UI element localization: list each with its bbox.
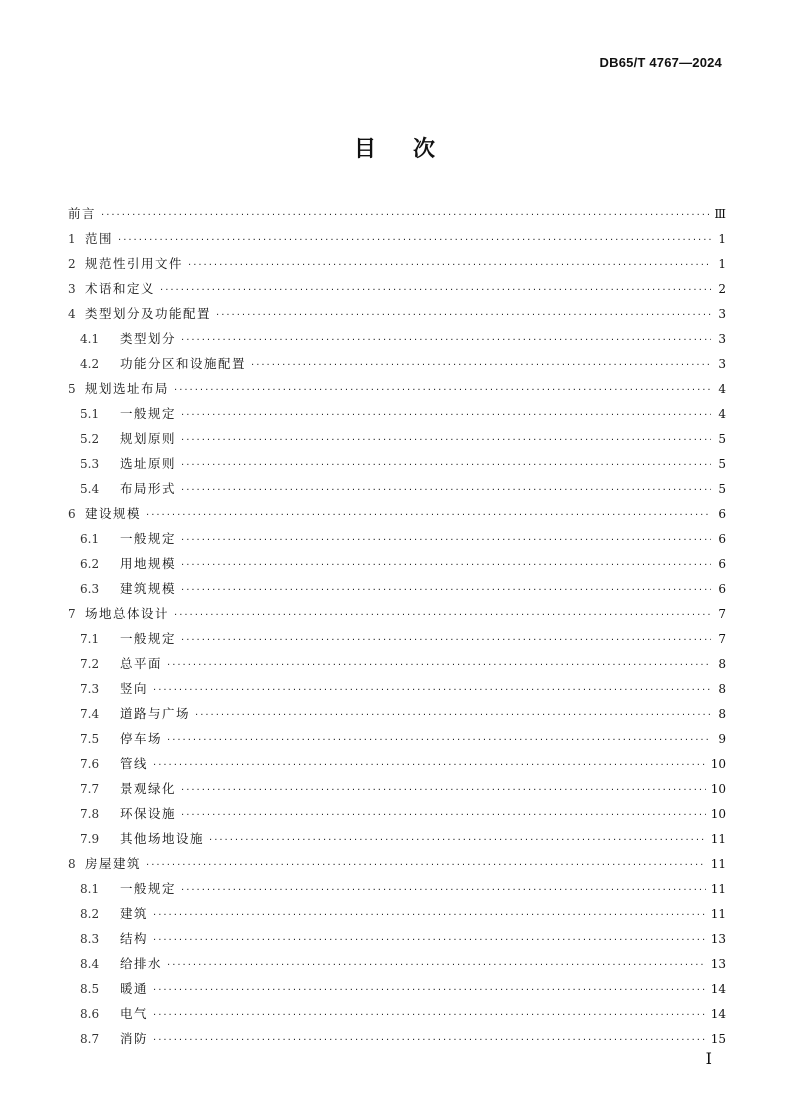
toc-leader-dots: [195, 703, 711, 728]
toc-leader-dots: [167, 953, 706, 978]
toc-leader-dots: [101, 203, 709, 228]
toc-entry-label: 道路与广场: [120, 706, 191, 721]
toc-entry-label: 规划选址布局: [85, 381, 170, 396]
toc-entry-number: 8.1: [80, 882, 100, 896]
toc-entry[interactable]: [68, 301, 726, 326]
toc-entry-label: 暖通: [120, 981, 149, 996]
toc-entry-label: 一般规定: [120, 631, 177, 646]
toc-entry[interactable]: [68, 726, 726, 751]
toc-leader-dots: [153, 928, 706, 953]
toc-entry-label: 消防: [120, 1031, 149, 1046]
toc-entry[interactable]: [68, 426, 726, 451]
toc-entry[interactable]: [68, 626, 726, 651]
toc-entry-page: 6: [718, 557, 726, 571]
toc-leader-dots: [167, 653, 711, 678]
toc-entry-number: 8.4: [80, 957, 100, 971]
toc-leader-dots: [216, 303, 711, 328]
toc-leader-dots: [174, 378, 711, 403]
toc-leader-dots: [181, 453, 711, 478]
toc-entry-page: 11: [710, 832, 726, 846]
toc-entry-label: 停车场: [120, 731, 163, 746]
toc-entry-number: 7.2: [80, 657, 100, 671]
toc-entry-page: 5: [718, 457, 726, 471]
toc-entry-number: 1: [68, 232, 76, 246]
toc-entry-number: 7.4: [80, 707, 100, 721]
toc-entry-page: 13: [710, 932, 726, 946]
toc-entry[interactable]: [68, 976, 726, 1001]
toc-leader-dots: [146, 503, 711, 528]
toc-entry[interactable]: [68, 401, 726, 426]
toc-entry-number: 7.1: [80, 632, 100, 646]
toc-entry[interactable]: [68, 926, 726, 951]
toc-leader-dots: [181, 878, 706, 903]
toc-entry-page: 9: [718, 732, 726, 746]
toc-entry[interactable]: [68, 751, 726, 776]
toc-entry-number: 5.3: [80, 457, 100, 471]
toc-entry-page: 4: [718, 382, 726, 396]
toc-entry-page: 8: [718, 707, 726, 721]
toc-leader-dots: [181, 778, 706, 803]
toc-entry-label: 用地规模: [120, 556, 177, 571]
toc-leader-dots: [167, 728, 711, 753]
toc-leader-dots: [251, 353, 711, 378]
toc-entry[interactable]: [68, 476, 726, 501]
toc-leader-dots: [153, 903, 706, 928]
toc-entry-number: 8.2: [80, 907, 100, 921]
toc-entry[interactable]: [68, 826, 726, 851]
toc-leader-dots: [160, 278, 711, 303]
toc-entry-label: 给排水: [120, 956, 163, 971]
toc-entry[interactable]: [68, 1001, 726, 1026]
toc-entry-page: 7: [718, 607, 726, 621]
toc-entry-page: 1: [718, 257, 726, 271]
toc-entry-label: 规范性引用文件: [85, 256, 184, 271]
toc-leader-dots: [181, 553, 711, 578]
toc-entry[interactable]: [68, 701, 726, 726]
toc-entry-label: 类型划分及功能配置: [85, 306, 212, 321]
toc-entry-number: 7.7: [80, 782, 100, 796]
toc-entry-label: 类型划分: [120, 331, 177, 346]
toc-entry-page: 1: [718, 232, 726, 246]
toc-entry-number: 8: [68, 857, 76, 871]
toc-entry-label: 选址原则: [120, 456, 177, 471]
toc-entry[interactable]: [68, 201, 726, 226]
toc-entry-label: 建设规模: [85, 506, 142, 521]
toc-entry-number: 4.1: [80, 332, 100, 346]
toc-entry[interactable]: [68, 601, 726, 626]
toc-entry-page: 3: [718, 332, 726, 346]
toc-entry-page: 6: [718, 532, 726, 546]
toc-entry-label: 前言: [68, 206, 97, 221]
toc-entry[interactable]: [68, 376, 726, 401]
toc-leader-dots: [188, 253, 711, 278]
toc-entry-number: 7.9: [80, 832, 100, 846]
toc-entry-page: 6: [718, 582, 726, 596]
toc-entry[interactable]: [68, 251, 726, 276]
toc-entry-number: 5.2: [80, 432, 100, 446]
toc-entry-page: 5: [718, 482, 726, 496]
toc-entry[interactable]: [68, 901, 726, 926]
toc-entry-page: 7: [718, 632, 726, 646]
toc-entry-number: 6.3: [80, 582, 100, 596]
toc-entry-page: 8: [718, 682, 726, 696]
toc-entry-page: 10: [710, 807, 726, 821]
toc-leader-dots: [146, 853, 706, 878]
toc-entry-label: 总平面: [120, 656, 163, 671]
toc-entry-page: 3: [718, 357, 726, 371]
toc-entry-label: 结构: [120, 931, 149, 946]
toc-entry[interactable]: [68, 851, 726, 876]
toc-entry-label: 建筑规模: [120, 581, 177, 596]
toc-entry-label: 规划原则: [120, 431, 177, 446]
toc-leader-dots: [118, 228, 711, 253]
toc-leader-dots: [153, 978, 706, 1003]
toc-entry-number: 7.8: [80, 807, 100, 821]
toc-leader-dots: [153, 1028, 706, 1053]
title-char-1: 目: [353, 137, 377, 162]
toc-entry-label: 电气: [120, 1006, 149, 1021]
toc-entry-label: 范围: [85, 231, 114, 246]
table-of-contents: [68, 201, 726, 1051]
toc-entry-number: 8.3: [80, 932, 100, 946]
toc-leader-dots: [174, 603, 711, 628]
toc-entry-page: 2: [718, 282, 726, 296]
toc-entry-label: 景观绿化: [120, 781, 177, 796]
toc-entry-number: 8.6: [80, 1007, 100, 1021]
toc-entry[interactable]: [68, 326, 726, 351]
toc-leader-dots: [181, 578, 711, 603]
document-code: DB65/T 4767—2024: [599, 55, 722, 70]
title-char-2: 次: [413, 137, 437, 162]
toc-entry-page: 3: [718, 307, 726, 321]
toc-leader-dots: [181, 328, 711, 353]
toc-entry[interactable]: [68, 351, 726, 376]
toc-entry-number: 3: [68, 282, 76, 296]
toc-entry-label: 布局形式: [120, 481, 177, 496]
toc-entry-page: 8: [718, 657, 726, 671]
toc-entry-number: 7.5: [80, 732, 100, 746]
toc-leader-dots: [153, 678, 711, 703]
toc-entry[interactable]: [68, 776, 726, 801]
toc-leader-dots: [181, 403, 711, 428]
toc-entry[interactable]: [68, 951, 726, 976]
toc-entry-number: 6: [68, 507, 76, 521]
toc-entry[interactable]: [68, 451, 726, 476]
toc-entry[interactable]: [68, 576, 726, 601]
toc-entry[interactable]: [68, 226, 726, 251]
toc-entry[interactable]: [68, 801, 726, 826]
toc-leader-dots: [181, 803, 706, 828]
toc-entry-page: 11: [710, 857, 726, 871]
toc-entry-label: 管线: [120, 756, 149, 771]
toc-entry-page: 11: [710, 882, 726, 896]
toc-entry-number: 7.3: [80, 682, 100, 696]
toc-entry-page: 10: [710, 757, 726, 771]
toc-leader-dots: [153, 753, 706, 778]
toc-entry[interactable]: [68, 876, 726, 901]
toc-entry-number: 8.5: [80, 982, 100, 996]
toc-leader-dots: [153, 1003, 706, 1028]
toc-entry-page: 11: [710, 907, 726, 921]
toc-entry-number: 6.2: [80, 557, 100, 571]
toc-entry-number: 8.7: [80, 1032, 100, 1046]
toc-entry[interactable]: [68, 526, 726, 551]
toc-leader-dots: [181, 428, 711, 453]
toc-entry-number: 5.1: [80, 407, 100, 421]
toc-entry-label: 一般规定: [120, 406, 177, 421]
toc-entry-label: 环保设施: [120, 806, 177, 821]
toc-entry-number: 5: [68, 382, 76, 396]
toc-entry-number: 7: [68, 607, 76, 621]
toc-entry[interactable]: [68, 501, 726, 526]
toc-entry-page: 13: [710, 957, 726, 971]
toc-entry-page: 4: [718, 407, 726, 421]
toc-entry-number: 5.4: [80, 482, 100, 496]
toc-entry-page: 6: [718, 507, 726, 521]
page-number: I: [705, 1049, 712, 1068]
toc-entry-page: 14: [710, 982, 726, 996]
toc-entry[interactable]: [68, 676, 726, 701]
toc-entry[interactable]: [68, 1026, 726, 1051]
toc-entry-page: 5: [718, 432, 726, 446]
toc-entry-label: 房屋建筑: [85, 856, 142, 871]
toc-entry-label: 场地总体设计: [85, 606, 170, 621]
toc-entry[interactable]: [68, 651, 726, 676]
toc-entry[interactable]: [68, 276, 726, 301]
toc-entry[interactable]: [68, 551, 726, 576]
toc-entry-number: 2: [68, 257, 76, 271]
toc-entry-label: 术语和定义: [85, 281, 156, 296]
toc-leader-dots: [181, 628, 711, 653]
toc-leader-dots: [209, 828, 706, 853]
toc-entry-label: 竖向: [120, 681, 149, 696]
toc-entry-number: 4.2: [80, 357, 100, 371]
toc-entry-number: 4: [68, 307, 76, 321]
toc-entry-number: 7.6: [80, 757, 100, 771]
toc-entry-page: 14: [710, 1007, 726, 1021]
toc-entry-page: Ⅲ: [714, 207, 726, 221]
toc-entry-label: 一般规定: [120, 531, 177, 546]
toc-leader-dots: [181, 478, 711, 503]
toc-entry-label: 功能分区和设施配置: [120, 356, 247, 371]
toc-entry-label: 其他场地设施: [120, 831, 205, 846]
toc-entry-page: 15: [710, 1032, 726, 1046]
toc-leader-dots: [181, 528, 711, 553]
toc-entry-number: 6.1: [80, 532, 100, 546]
toc-entry-label: 建筑: [120, 906, 149, 921]
toc-entry-label: 一般规定: [120, 881, 177, 896]
page-title: [0, 132, 790, 163]
toc-entry-page: 10: [710, 782, 726, 796]
